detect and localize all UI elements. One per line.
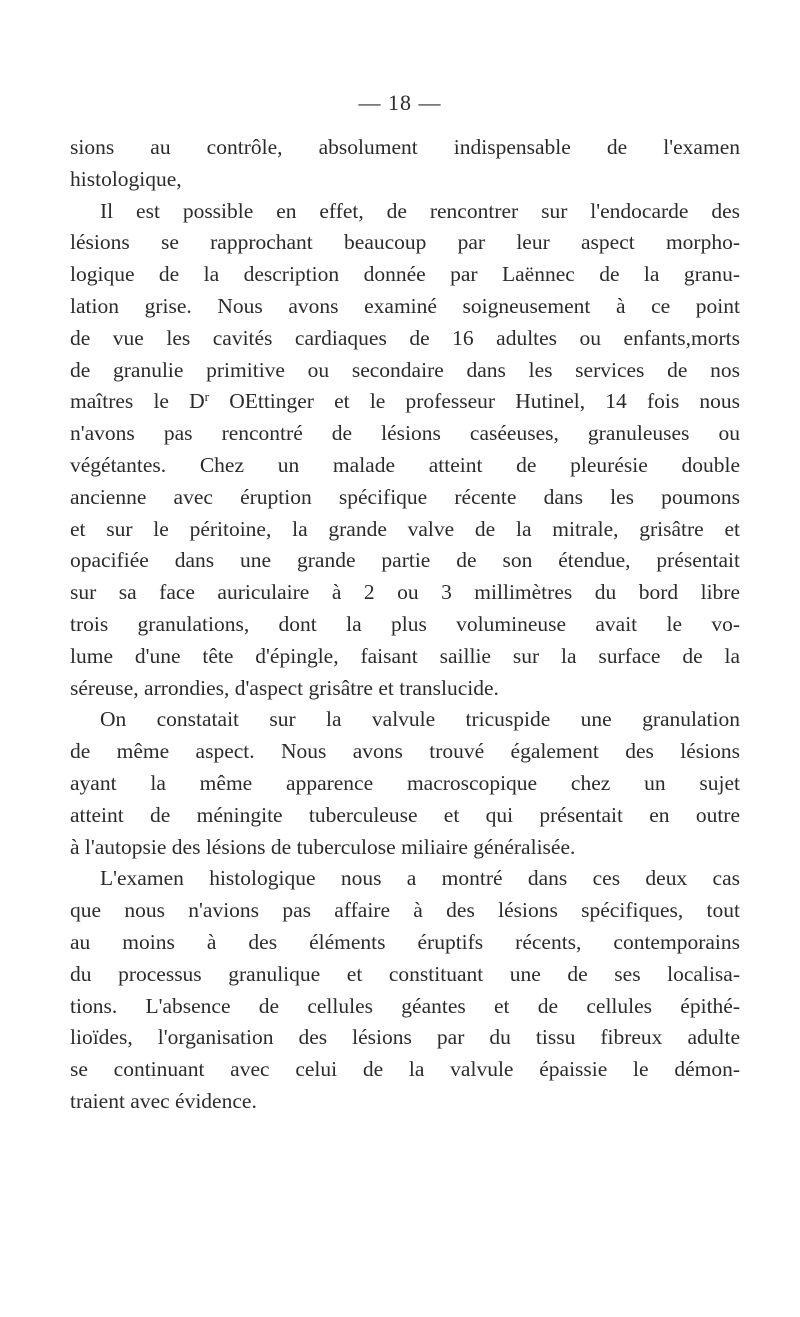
superscript: r: [204, 389, 210, 405]
text-line-content: séreuse, arrondies, d'aspect grisâtre et translucide.: [70, 675, 499, 700]
text-line-content: à l'autopsie des lésions de tuberculose miliaire généralisée.: [70, 834, 576, 859]
text-line: [70, 1054, 740, 1086]
text-line-content: lésions se rapprochant beaucoup par leur aspect morpho-: [70, 230, 740, 255]
text-line: [70, 959, 740, 991]
page-number: — 18 —: [358, 90, 442, 115]
text-line: [70, 386, 740, 418]
text-line-content: maîtres le D: [70, 389, 205, 414]
text-line: [70, 641, 740, 673]
text-line-content: lume d'une tête d'épingle, faisant saillie sur la surface de la: [70, 643, 740, 668]
text-line-content: Il est possible en effet, de rencontrer sur l'endocarde des: [100, 198, 740, 223]
text-line-content: trois granulations, dont la plus volumineuse avait le vo-: [70, 611, 740, 636]
text-line-content: lation grise. Nous avons examiné soigneusement à ce point: [70, 293, 740, 318]
text-line-content: logique de la description donnée par Laënnec de la granu-: [70, 262, 740, 287]
text-line: [70, 673, 740, 705]
text-line: [70, 164, 740, 196]
text-line: [70, 991, 740, 1023]
text-line-content: histologique,: [70, 166, 182, 191]
text-line-content: sur sa face auriculaire à 2 ou 3 millimètres du bord libre: [70, 580, 740, 605]
text-line-content: de même aspect. Nous avons trouvé également des lésions: [70, 739, 740, 764]
text-line-continuation: OEttinger et le professeur Hutinel, 14 fois nous: [209, 389, 740, 414]
text-line: [70, 545, 740, 577]
text-line-content: On constatait sur la valvule tricuspide une granulation: [100, 707, 740, 732]
text-line: [70, 704, 740, 736]
text-line-content: ancienne avec éruption spécifique récente dans les poumons: [70, 484, 740, 509]
text-line: [70, 227, 740, 259]
text-line: [70, 450, 740, 482]
text-line: [70, 1086, 740, 1118]
text-line: [70, 577, 740, 609]
text-line: [70, 832, 740, 864]
text-line: [70, 895, 740, 927]
text-line: [70, 291, 740, 323]
text-line-content: que nous n'avions pas affaire à des lésions spécifiques, tout: [70, 898, 740, 923]
text-line: [70, 609, 740, 641]
text-line: [70, 863, 740, 895]
text-line: [70, 927, 740, 959]
text-line-content: lioïdes, l'organisation des lésions par du tissu fibreux adulte: [70, 1025, 740, 1050]
text-line: [70, 482, 740, 514]
text-line: [70, 132, 740, 164]
text-line-content: au moins à des éléments éruptifs récents, contemporains: [70, 929, 740, 954]
text-line: [70, 514, 740, 546]
text-line-content: du processus granulique et constituant une de ses localisa-: [70, 961, 740, 986]
text-line-content: de granulie primitive ou secondaire dans les services de nos: [70, 357, 740, 382]
text-line-content: L'examen histologique nous a montré dans ces deux cas: [100, 866, 740, 891]
text-line-content: atteint de méningite tuberculeuse et qui présentait en outre: [70, 802, 740, 827]
text-line: [70, 418, 740, 450]
text-line-content: sions au contrôle, absolument indispensable de l'examen: [70, 135, 740, 159]
text-line: [70, 800, 740, 832]
text-line-content: se continuant avec celui de la valvule épaissie le démon-: [70, 1057, 740, 1082]
text-line-content: tions. L'absence de cellules géantes et de cellules épithé-: [70, 993, 740, 1018]
text-line: [70, 355, 740, 387]
text-line-content: de vue les cavités cardiaques de 16 adultes ou enfants,morts: [70, 325, 740, 350]
text-line: [70, 1022, 740, 1054]
text-line-content: traient avec évidence.: [70, 1088, 257, 1113]
text-line: [70, 323, 740, 355]
text-line-content: végétantes. Chez un malade atteint de pleurésie double: [70, 452, 740, 477]
text-line-content: et sur le péritoine, la grande valve de la mitrale, grisâtre et: [70, 516, 740, 541]
text-line: [70, 736, 740, 768]
text-line-content: n'avons pas rencontré de lésions caséeuses, granuleuses ou: [70, 421, 740, 446]
text-line: [70, 259, 740, 291]
text-line: [70, 196, 740, 228]
text-line-content: opacifiée dans une grande partie de son étendue, présentait: [70, 548, 740, 573]
body-text: [70, 132, 740, 1118]
text-line: [70, 768, 740, 800]
text-line-content: ayant la même apparence macroscopique chez un sujet: [70, 770, 740, 795]
